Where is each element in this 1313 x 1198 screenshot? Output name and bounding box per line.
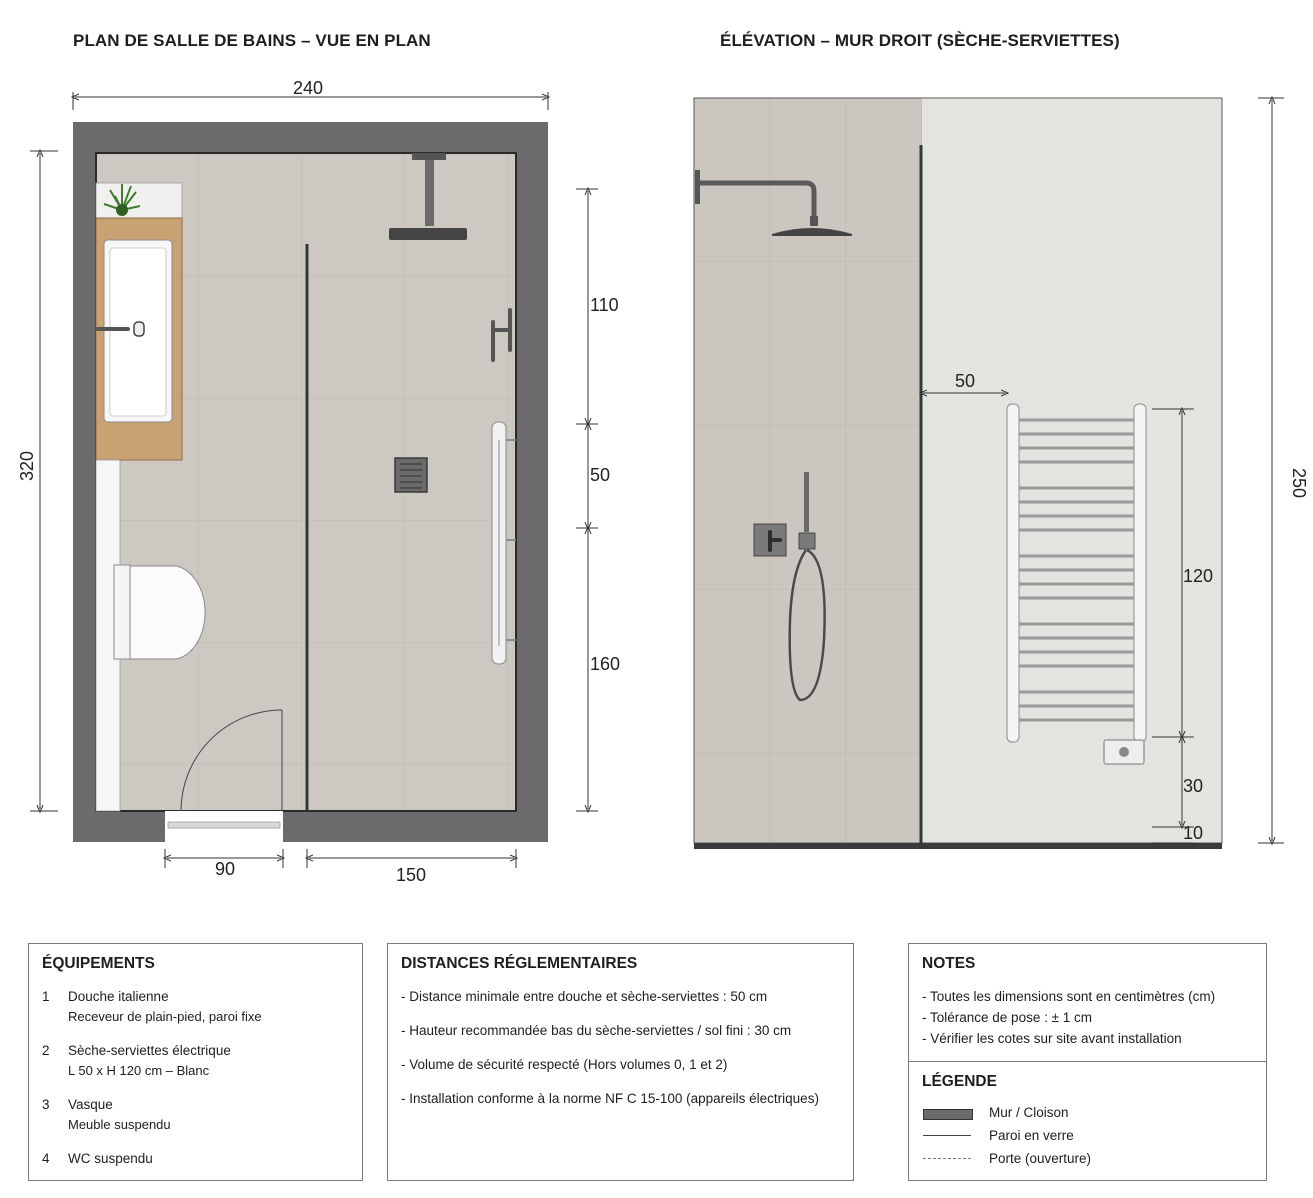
dim-towel-bottom: 30 bbox=[1183, 776, 1204, 796]
notes-panel bbox=[908, 943, 1267, 1181]
dim-shower: 150 bbox=[395, 865, 427, 885]
dim-right-top: 110 bbox=[590, 295, 619, 315]
right-wall bbox=[922, 98, 1222, 843]
plan-view bbox=[17, 78, 620, 885]
dim-total: 250 bbox=[1289, 467, 1309, 499]
equipements-panel: ÉQUIPEMENTS 1 Douche italienne Receveur de plain-pied, paroi fixe 2 Sèche-serviettes électrique L 50 x H 120 cm – Blanc 3 Vasque Meuble suspendu 4 WC suspendu bbox=[28, 943, 363, 1181]
equipements-title: ÉQUIPEMENTS bbox=[42, 955, 155, 972]
dim-height: 320 bbox=[17, 450, 37, 482]
legend-door-dashed bbox=[923, 1158, 971, 1159]
floor-line bbox=[694, 843, 1222, 849]
note-line: - Vérifier les cotes sur site avant installation bbox=[922, 1031, 1182, 1046]
distance-line: - Distance minimale entre douche et sèche-serviettes : 50 cm bbox=[401, 989, 768, 1004]
distances-panel bbox=[387, 943, 854, 1181]
dim-gap: 50 bbox=[954, 371, 976, 391]
shower-wall-tiles bbox=[694, 98, 922, 843]
legend-label: Paroi en verre bbox=[989, 1128, 1074, 1143]
legend-label: Mur / Cloison bbox=[989, 1105, 1069, 1120]
distance-line: - Hauteur recommandée bas du sèche-serviettes / sol fini : 30 cm bbox=[401, 1023, 792, 1038]
distance-line: - Installation conforme à la norme NF C 15-100 (appareils électriques) bbox=[401, 1091, 819, 1106]
legend-label: Porte (ouverture) bbox=[989, 1151, 1092, 1166]
legend-wall-swatch bbox=[923, 1109, 973, 1120]
elevation-title: ÉLÉVATION – MUR DROIT (SÈCHE-SERVIETTES) bbox=[720, 31, 1120, 50]
note-line: - Tolérance de pose : ± 1 cm bbox=[922, 1010, 1092, 1025]
distances-title: DISTANCES RÉGLEMENTAIRES bbox=[401, 955, 638, 972]
dim-door: 90 bbox=[214, 859, 236, 879]
elevation-view bbox=[694, 98, 1309, 849]
dim-right-mid: 50 bbox=[590, 465, 611, 485]
dim-towel-height: 120 bbox=[1183, 566, 1214, 586]
plan-title: PLAN DE SALLE DE BAINS – VUE EN PLAN bbox=[73, 31, 431, 50]
floor-drain-icon bbox=[395, 458, 427, 492]
shelf bbox=[96, 183, 182, 218]
distance-line: - Volume de sécurité respecté (Hors volumes 0, 1 et 2) bbox=[401, 1057, 728, 1072]
note-line: - Toutes les dimensions sont en centimètres (cm) bbox=[922, 989, 1216, 1004]
legend-glass-line bbox=[923, 1135, 971, 1136]
notes-title: NOTES bbox=[922, 955, 976, 972]
dim-right-bottom: 160 bbox=[590, 654, 621, 674]
dim-width: 240 bbox=[292, 78, 324, 98]
basin-drain-icon bbox=[134, 322, 144, 336]
dim-floor: 10 bbox=[1183, 823, 1204, 843]
wc-icon bbox=[114, 565, 205, 659]
notes-divider bbox=[909, 1061, 1266, 1062]
legende-title: LÉGENDE bbox=[922, 1073, 997, 1090]
